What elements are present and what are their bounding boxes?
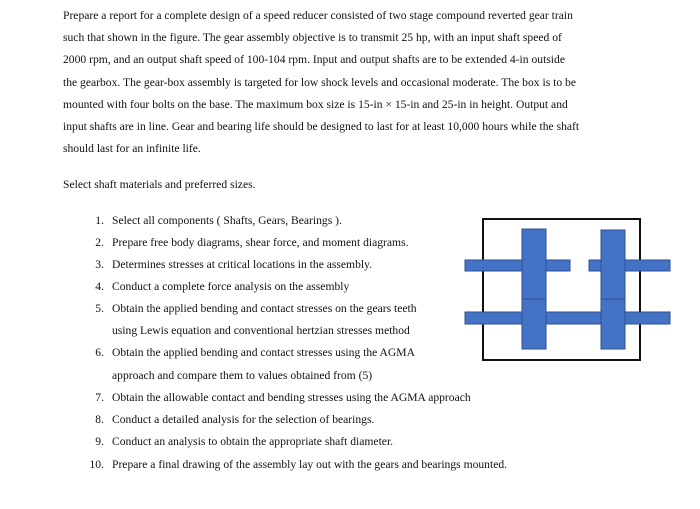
problem-statement: [63, 5, 663, 160]
task-text: Prepare a final drawing of the assembly lay out with the gears and bearings mounted.: [112, 458, 508, 471]
task-item-1: [80, 214, 342, 227]
statement-line: such that shown in the figure. The gear assembly objective is to transmit 25 hp, with an input shaft speed of: [63, 31, 562, 45]
gear-train-figure: [464, 218, 672, 362]
task-text: Conduct an analysis to obtain the appropriate shaft diameter.: [112, 435, 394, 448]
statement-line: Prepare a report for a complete design of a speed reducer consisted of two stage compound reverted gear train: [63, 9, 573, 22]
task-text: Conduct a detailed analysis for the selection of bearings.: [112, 413, 375, 426]
task-number: 9.: [95, 435, 104, 448]
task-text: Obtain the applied bending and contact stresses using the AGMA: [112, 346, 415, 359]
task-number: 8.: [95, 413, 104, 426]
task-number: 5.: [95, 302, 104, 315]
task-item-6: [80, 346, 415, 359]
task-item-8: [80, 413, 374, 426]
task-item-10: [80, 458, 507, 471]
statement-line: should last for an infinite life.: [63, 142, 201, 156]
gear-output: [601, 230, 625, 299]
task-item-6-continuation: approach and compare them to values obtained from (5): [112, 369, 373, 382]
task-item-5: [80, 302, 417, 315]
task-text: Obtain the allowable contact and bending stresses using the AGMA approach: [112, 391, 471, 404]
task-number: 1.: [95, 214, 104, 227]
gear-input-pinion: [522, 229, 546, 299]
countershaft: [465, 312, 670, 324]
task-item-4: [80, 280, 349, 293]
task-number: 3.: [95, 258, 104, 271]
gear-countershaft-left: [522, 299, 546, 349]
statement-line: the gearbox. The gear-box assembly is targeted for low shock levels and occasional moderate. The box is to be: [63, 75, 576, 89]
select-materials-text: Select shaft materials and preferred sizes.: [63, 178, 256, 191]
statement-line: mounted with four bolts on the base. The maximum box size is 15-in × 15-in and 25-in in height. Output and: [63, 97, 568, 111]
task-text: Select all components ( Shafts, Gears, Bearings ).: [112, 214, 342, 227]
task-text: Determines stresses at critical locations in the assembly.: [112, 258, 373, 271]
gear-countershaft-right: [601, 299, 625, 349]
task-item-3: [80, 258, 372, 271]
task-text: Prepare free body diagrams, shear force, and moment diagrams.: [112, 236, 409, 249]
task-number: 6.: [95, 346, 104, 359]
task-number: 2.: [95, 236, 104, 249]
statement-line: input shafts are in line. Gear and bearing life should be designed to last for at least 10,000 hours while the shaft: [63, 120, 580, 134]
task-number: 7.: [95, 391, 104, 404]
task-text: Obtain the applied bending and contact stresses on the gears teeth: [112, 302, 417, 315]
task-number: 4.: [95, 280, 104, 293]
task-item-2: [80, 236, 409, 249]
task-item-7: [80, 391, 471, 404]
gear-train-parts: [465, 219, 670, 360]
task-item-9: [80, 435, 393, 448]
statement-line: 2000 rpm, and an output shaft speed of 100-104 rpm. Input and output shafts are to be extended 4-in outside: [63, 53, 565, 67]
task-text: Conduct a complete force analysis on the assembly: [112, 280, 350, 293]
task-item-5-continuation: using Lewis equation and conventional hertzian stresses method: [112, 324, 410, 337]
input-shaft: [465, 260, 570, 271]
task-number: 10.: [89, 458, 104, 471]
